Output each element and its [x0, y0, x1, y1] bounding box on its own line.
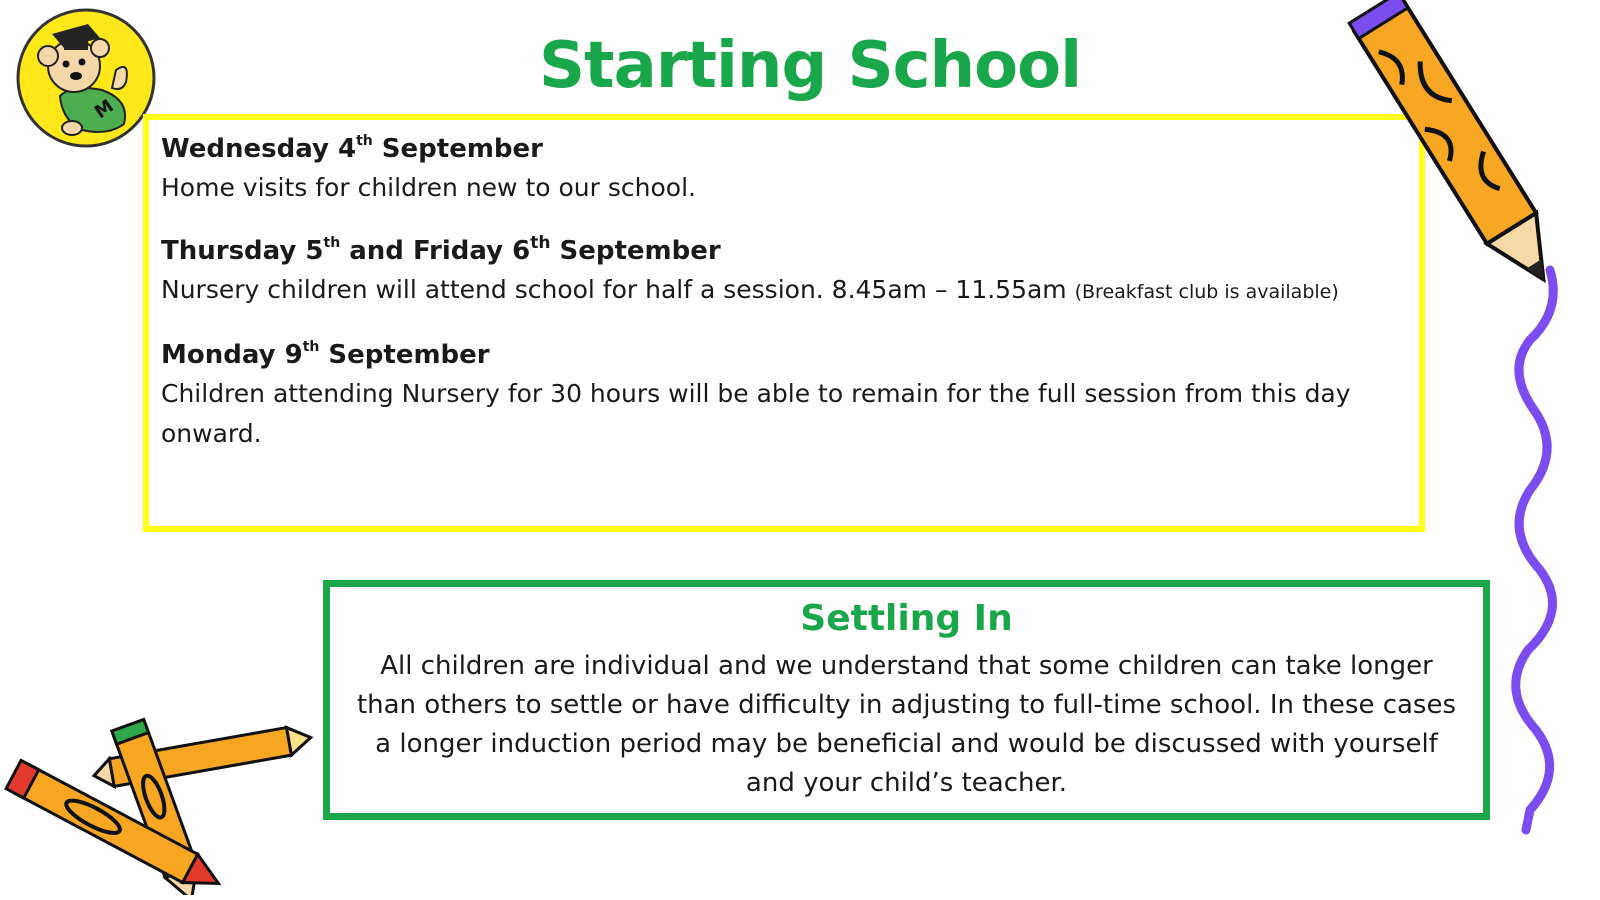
crossed-pencils-icon [0, 715, 320, 895]
entry-date: Wednesday 4th September [161, 133, 543, 164]
entry-description: Nursery children will attend school for half a session. 8.45am – 11.55am (Breakfast club is available) [161, 275, 1339, 304]
settling-in-text: All children are individual and we understand that some children can take longer than others to settle or have difficulty in adjusting to full-time school. In these cases a longer induction period may be beneficial and would be discussed with yourself and your child’s teacher. [356, 651, 1457, 798]
bear-mascot-icon [12, 4, 160, 152]
settling-in-title: Settling In [800, 598, 1013, 639]
entry-note: (Breakfast club is available) [1074, 281, 1339, 303]
schedule-entry [161, 336, 1407, 454]
schedule-entry [161, 232, 1407, 312]
svg-text:M: M [90, 95, 118, 124]
entry-description: Children attending Nursery for 30 hours will be able to remain for the full session from this day onward. [161, 379, 1351, 448]
entry-date: Thursday 5th and Friday 6th September [161, 233, 721, 266]
schedule-box [143, 114, 1425, 532]
entry-date: Monday 9th September [161, 339, 490, 370]
entry-description: Home visits for children new to our school. [161, 173, 696, 202]
settling-in-box [323, 580, 1490, 820]
schedule-entry [161, 130, 1407, 208]
squiggle-line-icon [1500, 260, 1600, 860]
page-title: Starting School [538, 29, 1082, 103]
